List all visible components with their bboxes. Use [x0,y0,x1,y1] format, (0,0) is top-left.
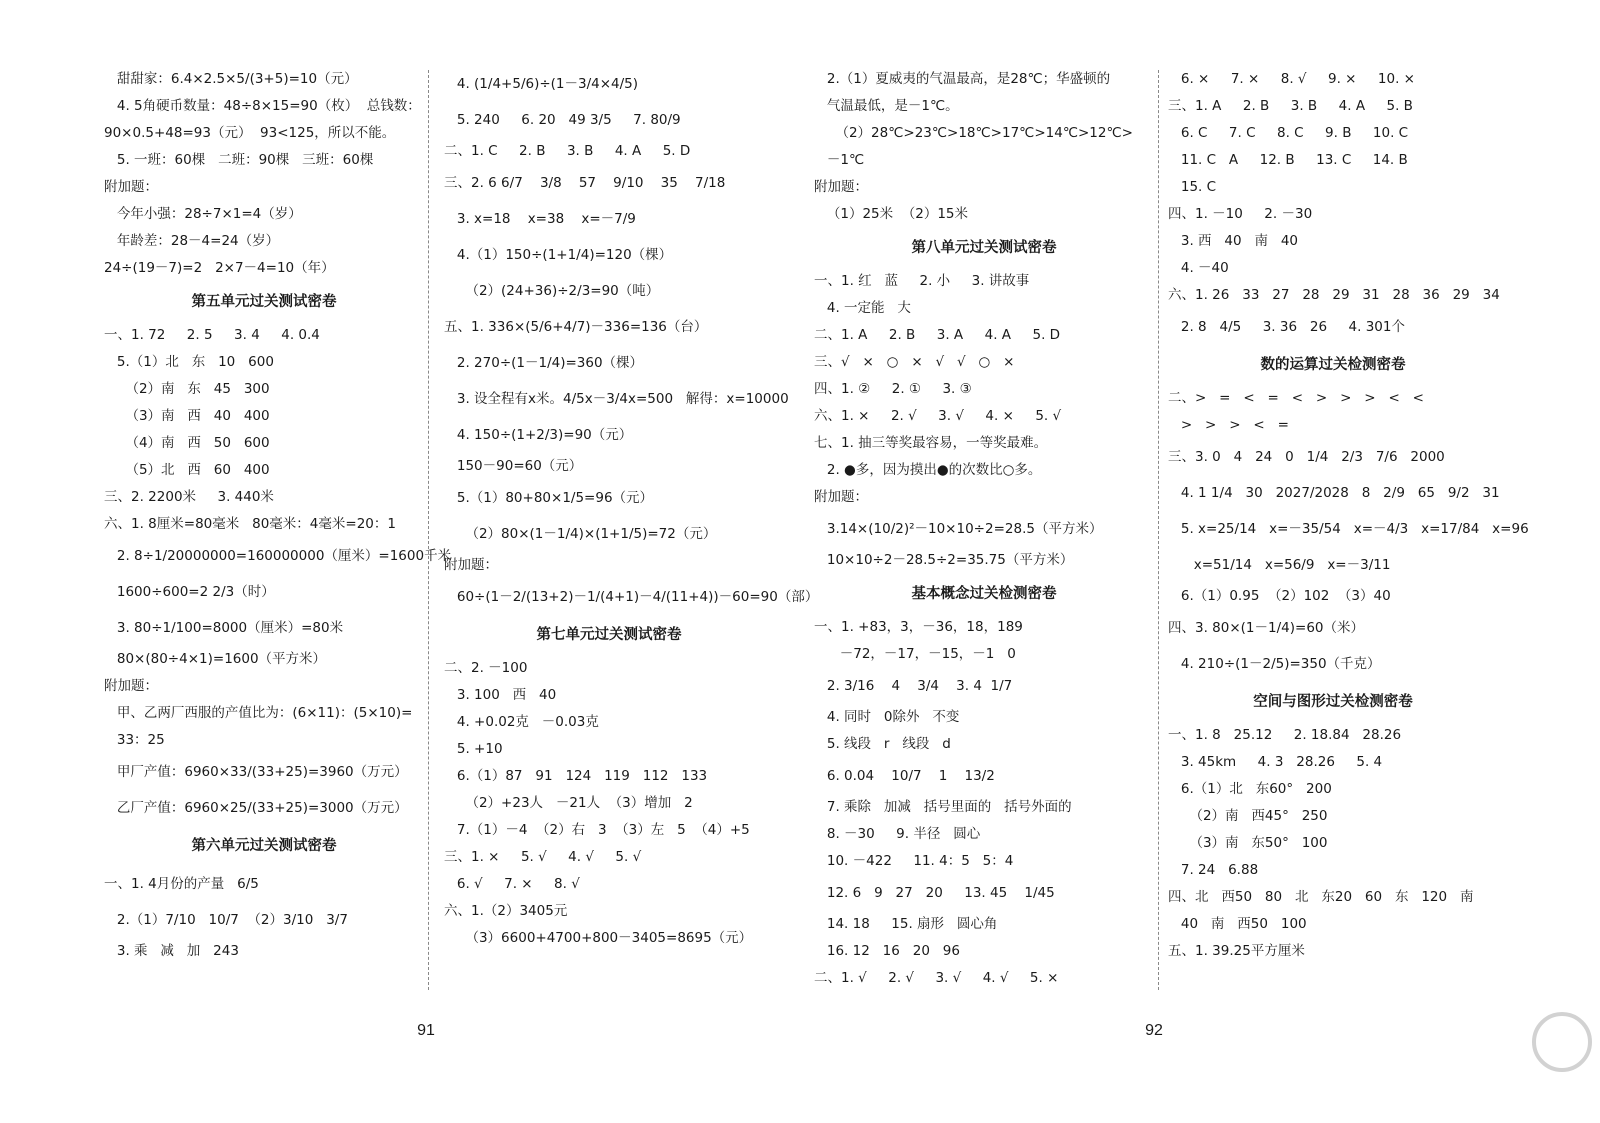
answer-line: －72，－17，－15，－1 0 [814,646,1016,662]
answer-line: 附加题： [814,489,868,505]
answer-line: 二、1. A 2. B 3. A 4. A 5. D [814,327,1061,343]
answer-line: 3. 45km 4. 3 28.26 5. 4 [1168,754,1383,770]
watermark-circle-icon [1532,1012,1592,1072]
page-number-right: 92 [1145,1022,1163,1039]
answer-line: 10. －422 11. 4：5 5：4 [814,853,1014,869]
answer-line: 16. 12 16 20 96 [814,943,960,959]
answer-line: 三、3. 0 4 24 0 1/4 2/3 7/6 2000 [1168,449,1445,465]
answer-line: 甜甜家：6.4×2.5×5/(3+5)=10（元） [104,71,358,87]
answer-line: 二、2. －100 [444,660,528,676]
answer-line: 六、1. 26 33 27 28 29 31 28 36 29 34 [1168,287,1500,303]
answer-line: 40 南 西50 100 [1168,916,1307,932]
answer-line: 12. 6 9 27 20 13. 45 1/45 [814,885,1055,901]
answer-line: 3. x=18 x=38 x=－7/9 [444,211,636,227]
answer-line: 三、√ × ○ × √ √ ○ × [814,354,1015,370]
column-4 [1168,66,1529,996]
answer-line: 一、1. 72 2. 5 3. 4 4. 0.4 [104,327,320,343]
answer-line: （2）南 东 45 300 [104,381,270,397]
answer-line: 2. 3/16 4 3/4 3. 4 1/7 [814,678,1013,694]
answer-line: 乙厂产值：6960×25/(33+25)=3000（万元） [104,800,408,816]
answer-line: 二、1. √ 2. √ 3. √ 4. √ 5. × [814,970,1059,986]
answer-line: 11. C A 12. B 13. C 14. B [1168,152,1408,168]
answer-line: 年龄差：28－4=24（岁） [104,233,280,249]
section-heading: 第七单元过关测试密卷 [536,627,682,643]
answer-line: 5. 一班：60棵 二班：90棵 三班：60棵 [104,152,374,168]
answer-line: 4. 1 1/4 30 2027/2028 8 2/9 65 9/2 31 [1168,485,1500,501]
column-divider [1158,70,1159,990]
column-1 [104,66,452,996]
answer-line: （3）南 东50° 100 [1168,835,1328,851]
answer-line: 10×10÷2－28.5÷2=35.75（平方米） [814,552,1074,568]
answer-line: 二、1. C 2. B 3. B 4. A 5. D [444,143,691,159]
answer-line: 六、1.（2）3405元 [444,903,568,919]
section-heading: 空间与图形过关检测密卷 [1253,694,1413,710]
answer-line: 三、2. 6 6/7 3/8 57 9/10 35 7/18 [444,175,726,191]
section-heading: 数的运算过关检测密卷 [1260,357,1406,373]
answer-line: 6.（1）87 91 124 119 112 133 [444,768,708,784]
answer-line: 7. 24 6.88 [1168,862,1259,878]
answer-line: 24÷(19－7)=2 2×7－4=10（年） [104,260,335,276]
answer-line: 6.（1）0.95 （2）102 （3）40 [1168,588,1391,604]
answer-line: 1600÷600=2 2/3（时） [104,584,275,600]
answer-line: 一、1. 红 蓝 2. 小 3. 讲故事 [814,273,1030,289]
answer-line: 5. 240 6. 20 49 3/5 7. 80/9 [444,112,681,128]
answer-line: 气温最低，是－1℃。 [814,98,959,114]
answer-line: 一、1. +83，3，－36，18，189 [814,619,1023,635]
answer-line: 五、1. 39.25平方厘米 [1168,943,1305,959]
answer-line: 14. 18 15. 扇形 圆心角 [814,916,998,932]
answer-line: 4. 5角硬币数量：48÷8×15=90（枚） 总钱数： [104,98,421,114]
answer-line: 三、1. A 2. B 3. B 4. A 5. B [1168,98,1413,114]
answer-line: 四、1. －10 2. －30 [1168,206,1313,222]
answer-line: > > > < = [1168,417,1289,433]
answer-line: 4. －40 [1168,260,1229,276]
answer-line: 附加题： [104,678,158,694]
answer-line: 3. 西 40 南 40 [1168,233,1299,249]
answer-line: 4. +0.02克 －0.03克 [444,714,599,730]
section-heading: 第五单元过关测试密卷 [191,294,337,310]
answer-line: 今年小强：28÷7×1=4（岁） [104,206,302,222]
answer-line: 80×(80÷4×1)=1600（平方米） [104,651,327,667]
answer-line: 33：25 [104,732,165,748]
answer-line: 3. 80÷1/100=8000（厘米）=80米 [104,620,344,636]
answer-line: 7.（1）－4 （2）右 3 （3）左 5 （4）+5 [444,822,750,838]
answer-line: 4. 210÷(1－2/5)=350（千克） [1168,656,1381,672]
answer-line: 甲厂产值：6960×33/(33+25)=3960（万元） [104,764,408,780]
answer-line: 四、北 西50 80 北 东20 60 东 120 南 [1168,889,1474,905]
answer-line: 5. 线段 r 线段 d [814,736,951,752]
section-heading: 第八单元过关测试密卷 [911,240,1057,256]
answer-line: 4.（1）150÷(1+1/4)=120（棵） [444,247,673,263]
answer-line: （5）北 西 60 400 [104,462,270,478]
answer-line: 6. C 7. C 8. C 9. B 10. C [1168,125,1409,141]
answer-line: 4. 同时 0除外 不变 [814,709,960,725]
answer-line: 四、3. 80×(1－1/4)=60（米） [1168,620,1365,636]
answer-line: 六、1. 8厘米=80毫米 80毫米：4毫米=20：1 [104,516,396,532]
answer-line: 一、1. 4月份的产量 6/5 [104,876,259,892]
answer-line: x=51/14 x=56/9 x=－3/11 [1168,557,1391,573]
watermark-logo [1392,1004,1592,1114]
answer-line: 3. 乘 减 加 243 [104,943,239,959]
answer-line: 2. 8÷1/20000000=160000000（厘米）=1600千米 [104,548,452,564]
column-divider [428,70,429,990]
answer-line: －1℃ [814,152,865,168]
answer-line: 3. 设全程有x米。4/5x－3/4x=500 解得：x=10000 [444,391,789,407]
section-heading: 基本概念过关检测密卷 [911,586,1057,602]
answer-line: 4. 150÷(1+2/3)=90（元） [444,427,633,443]
answer-line: 8. －30 9. 半径 圆心 [814,826,981,842]
answer-line: 2. ●多，因为摸出●的次数比○多。 [814,462,1042,478]
answer-line: 2.（1）7/10 10/7 （2）3/10 3/7 [104,912,348,928]
column-2 [444,66,819,996]
answer-line: 七、1. 抽三等奖最容易，一等奖最难。 [814,435,1048,451]
answer-line: 六、1. × 2. √ 3. √ 4. × 5. √ [814,408,1062,424]
answer-line: 3. 100 西 40 [444,687,557,703]
answer-line: 附加题： [104,179,158,195]
answer-line: 6. 0.04 10/7 1 13/2 [814,768,995,784]
answer-line: （1）25米 （2）15米 [814,206,968,222]
answer-line: 4. 一定能 大 [814,300,911,316]
answer-line: 五、1. 336×(5/6+4/7)－336=136（台） [444,319,708,335]
answer-line: 5. +10 [444,741,503,757]
answer-line: （2）80×(1－1/4)×(1+1/5)=72（元） [444,526,717,542]
answer-line: 150－90=60（元） [444,458,583,474]
answer-line: 7. 乘除 加减 括号里面的 括号外面的 [814,799,1072,815]
answer-line: 附加题： [444,557,498,573]
answer-line: 5. x=25/14 x=－35/54 x=－4/3 x=17/84 x=96 [1168,521,1529,537]
answer-line: （4）南 西 50 600 [104,435,270,451]
answer-line: 二、> = < = < > > > < < [1168,390,1424,406]
answer-line: （2）+23人 －21人 （3）增加 2 [444,795,693,811]
answer-line: 6. √ 7. × 8. √ [444,876,580,892]
answer-line: 15. C [1168,179,1217,195]
answer-line: 3.14×(10/2)²－10×10÷2=28.5（平方米） [814,521,1103,537]
answer-line: 4. (1/4+5/6)÷(1－3/4×4/5) [444,76,639,92]
answer-line: 6.（1）北 东60° 200 [1168,781,1332,797]
answer-line: （3）6600+4700+800－3405=8695（元） [444,930,753,946]
answer-line: 90×0.5+48=93（元） 93<125，所以不能。 [104,125,396,141]
answer-line: 2. 8 4/5 3. 36 26 4. 301个 [1168,319,1405,335]
section-heading: 第六单元过关测试密卷 [191,838,337,854]
page-number-left: 91 [417,1022,435,1039]
answer-line: 2. 270÷(1－1/4)=360（棵） [444,355,644,371]
answer-line: 甲、乙两厂西服的产值比为：(6×11)：(5×10)= [104,705,413,721]
answer-line: （2）(24+36)÷2/3=90（吨） [444,283,660,299]
column-3 [814,66,1154,996]
answer-line: 5.（1）北 东 10 600 [104,354,274,370]
answer-line: 2.（1）夏威夷的气温最高，是28℃；华盛顿的 [814,71,1111,87]
answer-line: 6. × 7. × 8. √ 9. × 10. × [1168,71,1415,87]
answer-line: 附加题： [814,179,868,195]
answer-line: （2）28℃>23℃>18℃>17℃>14℃>12℃> [814,125,1133,141]
answer-line: 四、1. ② 2. ① 3. ③ [814,381,972,397]
answer-line: 60÷(1－2/(13+2)－1/(4+1)－4/(11+4))－60=90（部） [444,589,819,605]
answer-line: 一、1. 8 25.12 2. 18.84 28.26 [1168,727,1402,743]
answer-line: （3）南 西 40 400 [104,408,270,424]
answer-line: （2）南 西45° 250 [1168,808,1328,824]
answer-line: 三、1. × 5. √ 4. √ 5. √ [444,849,642,865]
answer-line: 5.（1）80+80×1/5=96（元） [444,490,654,506]
answer-line: 三、2. 2200米 3. 440米 [104,489,274,505]
